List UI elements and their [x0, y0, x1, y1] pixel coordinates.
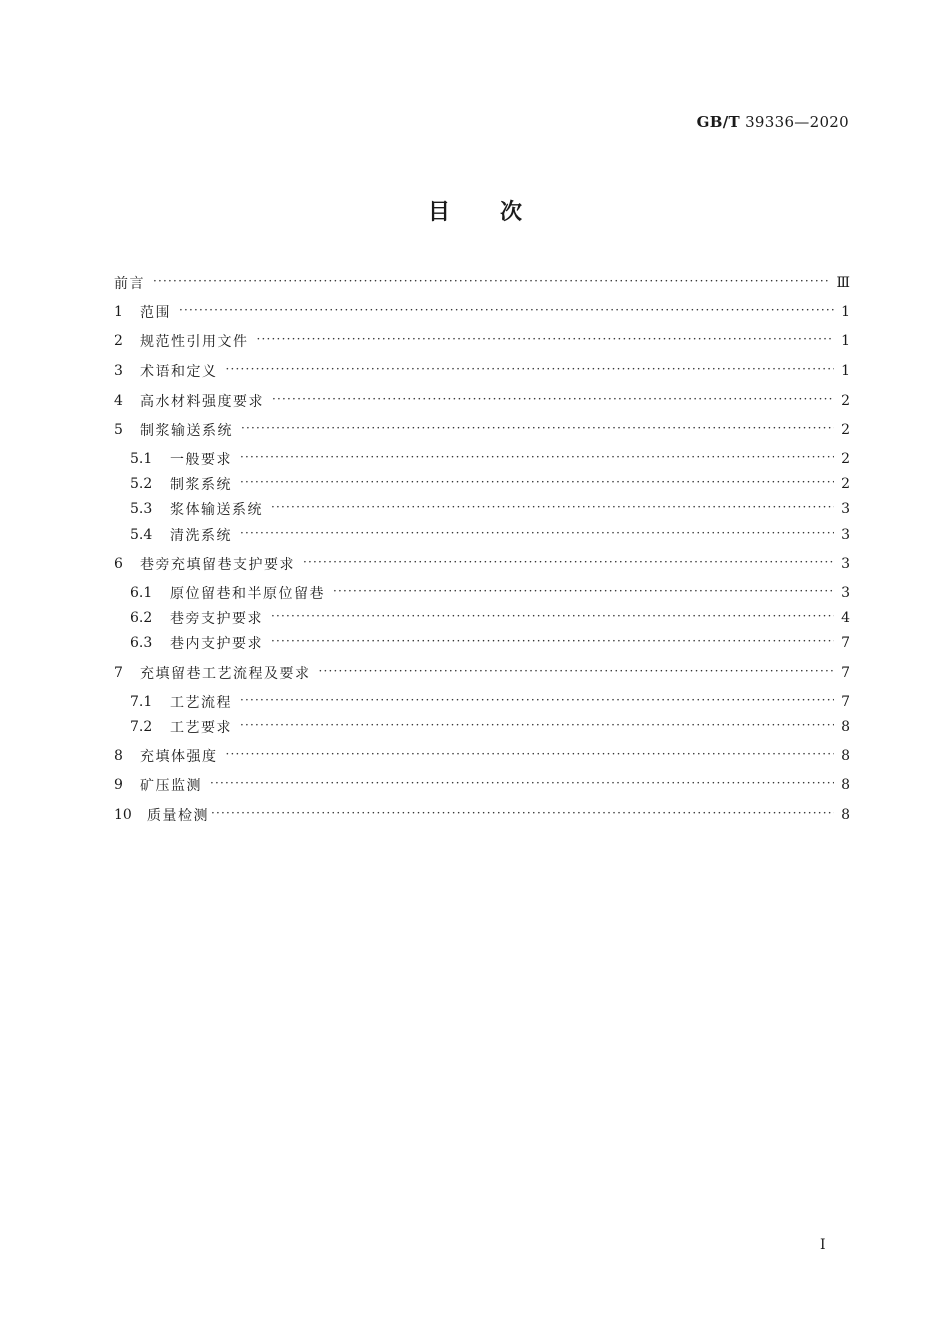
toc-entry-page: 2 [841, 476, 850, 492]
toc-entry-6-1[interactable] [130, 582, 850, 604]
toc-entry-number: 4 [114, 393, 123, 409]
toc-entry-label: 充填体强度 [140, 749, 218, 765]
toc-entry-label: 一般要求 [170, 452, 232, 468]
toc-leader-dots [240, 473, 834, 495]
toc-entry-number: 7.2 [130, 719, 153, 735]
toc-entry-page: 1 [841, 363, 850, 379]
standard-code [697, 113, 849, 131]
toc-entry-number: 5.3 [130, 501, 153, 517]
toc-entry-page: 7 [841, 635, 850, 651]
page-title: 目次 [427, 200, 572, 225]
toc-entry-label: 巷旁支护要求 [170, 611, 263, 627]
toc-entry-label: 矿压监测 [140, 778, 202, 794]
toc-entry-number: 6.1 [130, 585, 153, 601]
toc-entry-page: 8 [841, 807, 850, 823]
toc-entry-number: 6.2 [130, 610, 153, 626]
toc-entry-5-3[interactable] [130, 498, 850, 520]
toc-entry-page: 7 [841, 694, 850, 710]
standard-number: 39336—2020 [745, 113, 849, 131]
toc-entry-label: 制浆输送系统 [140, 423, 233, 439]
toc-entry-page: 1 [841, 333, 850, 349]
toc-leader-dots [210, 774, 834, 796]
toc-leader-dots [240, 524, 834, 546]
toc-leader-dots [271, 498, 834, 520]
toc-entry-2[interactable] [114, 330, 850, 352]
toc-entry-label: 浆体输送系统 [170, 502, 263, 518]
toc-entry-label: 巷内支护要求 [170, 636, 263, 652]
toc-entry-label: 术语和定义 [140, 364, 218, 380]
toc-entry-page: 1 [841, 304, 850, 320]
toc-leader-dots [333, 582, 834, 604]
toc-entry-number: 5 [114, 422, 123, 438]
toc-entry-1[interactable] [114, 301, 850, 323]
toc-entry-label: 原位留巷和半原位留巷 [170, 586, 325, 602]
toc-entry-label: 范围 [140, 305, 171, 321]
toc-entry-label: 前言 [114, 276, 145, 292]
toc-entry-number: 2 [114, 333, 123, 349]
toc-entry-label: 高水材料强度要求 [140, 394, 264, 410]
toc-entry-number: 6.3 [130, 635, 153, 651]
toc-entry-page: 8 [841, 719, 850, 735]
toc-entry-label: 规范性引用文件 [140, 334, 249, 350]
toc-entry-5-2[interactable] [130, 473, 850, 495]
toc-entry-number: 7 [114, 665, 123, 681]
toc-entry-label: 工艺流程 [170, 695, 232, 711]
toc-leader-dots [303, 553, 834, 575]
toc-entry-6-2[interactable] [130, 607, 850, 629]
toc-entry-page: 7 [841, 665, 850, 681]
toc-entry-number: 5.2 [130, 476, 153, 492]
toc-entry-page: 3 [841, 527, 850, 543]
toc-entry-number: 3 [114, 363, 123, 379]
toc-leader-dots [272, 390, 834, 412]
toc-entry-page: 8 [841, 777, 850, 793]
toc-entry-number: 5.4 [130, 527, 153, 543]
toc-entry-page: Ⅲ [836, 275, 850, 291]
toc-leader-dots [179, 301, 834, 323]
toc-leader-dots [226, 360, 835, 382]
toc-entry-label: 清洗系统 [170, 528, 232, 544]
toc-entry-page: 2 [841, 451, 850, 467]
toc-entry-page: 3 [841, 585, 850, 601]
toc-entry-page: 2 [841, 393, 850, 409]
page-number: I [820, 1237, 826, 1253]
toc-entry-number: 7.1 [130, 694, 153, 710]
toc-leader-dots [226, 745, 835, 767]
toc-entry-4[interactable] [114, 390, 850, 412]
toc-entry-7-1[interactable] [130, 691, 850, 713]
toc-entry-page: 4 [841, 610, 850, 626]
toc-entry-page: 2 [841, 422, 850, 438]
toc-leader-dots [240, 716, 834, 738]
toc-entry-7-2[interactable] [130, 716, 850, 738]
toc-entry-5[interactable] [114, 419, 850, 441]
toc-leader-dots [153, 272, 830, 294]
toc-entry-page: 8 [841, 748, 850, 764]
toc-leader-dots [241, 419, 834, 441]
toc-entry-9[interactable] [114, 774, 850, 796]
toc-leader-dots [240, 448, 834, 470]
toc-leader-dots [211, 804, 834, 826]
toc-entry-6-3[interactable] [130, 632, 850, 654]
toc-entry-label: 制浆系统 [170, 477, 232, 493]
toc-entry-5-1[interactable] [130, 448, 850, 470]
toc-entry-7[interactable] [114, 662, 850, 684]
toc-entry-page: 3 [841, 556, 850, 572]
toc-entry-number: 5.1 [130, 451, 153, 467]
toc-entry-label: 充填留巷工艺流程及要求 [140, 666, 311, 682]
toc-leader-dots [240, 691, 834, 713]
toc-entry-number: 1 [114, 304, 123, 320]
standard-prefix: GB/T [696, 113, 741, 131]
toc-entry-5-4[interactable] [130, 524, 850, 546]
toc-entry-number: 10 [114, 807, 132, 823]
toc-leader-dots [271, 632, 834, 654]
toc-entry-number: 6 [114, 556, 123, 572]
toc-entry-page: 3 [841, 501, 850, 517]
toc-entry-6[interactable] [114, 553, 850, 575]
toc-entry-number: 8 [114, 748, 123, 764]
toc-entry-label: 质量检测 [147, 808, 209, 824]
toc-leader-dots [271, 607, 834, 629]
toc-entry-8[interactable] [114, 745, 850, 767]
toc-leader-dots [319, 662, 835, 684]
toc-entry-number: 9 [114, 777, 123, 793]
toc-entry-3[interactable] [114, 360, 850, 382]
toc-entry-10[interactable] [114, 804, 850, 826]
toc-leader-dots [257, 330, 835, 352]
toc-entry-label: 工艺要求 [170, 720, 232, 736]
toc-entry-foreword[interactable] [114, 272, 850, 294]
toc-entry-label: 巷旁充填留巷支护要求 [140, 557, 295, 573]
